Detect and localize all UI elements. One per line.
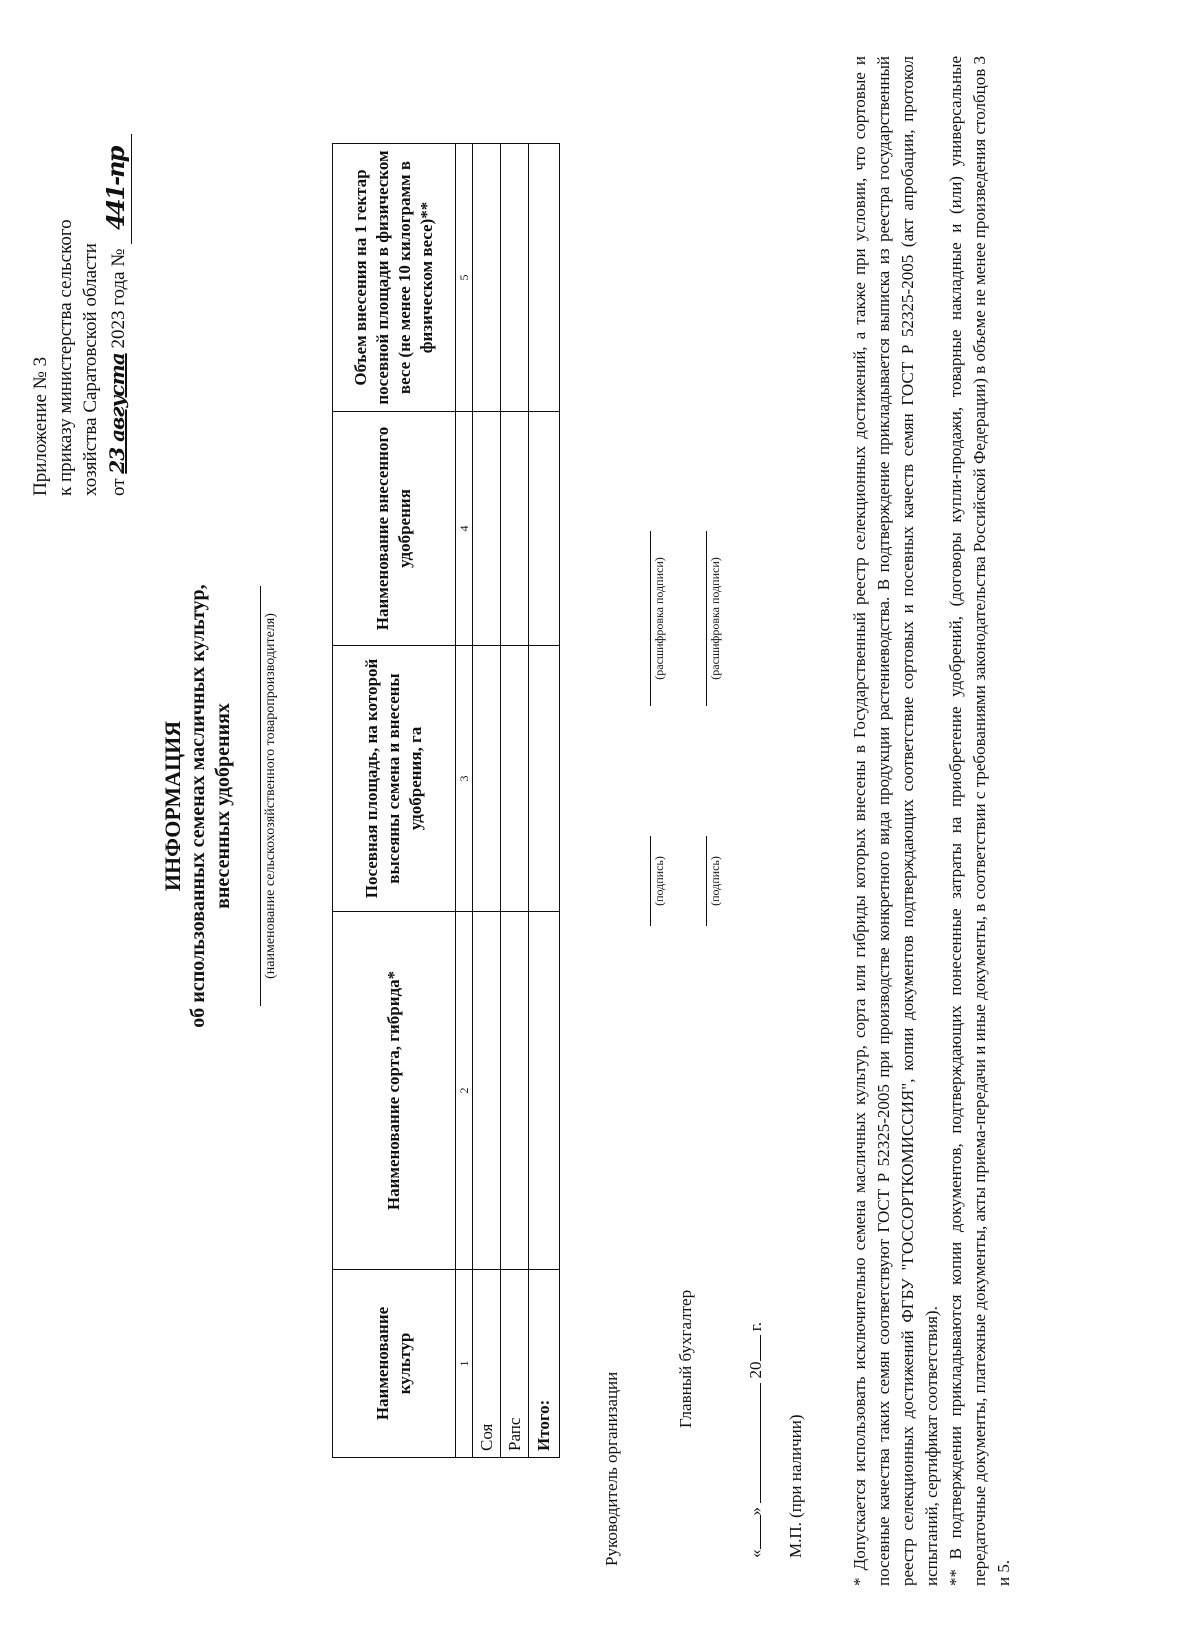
document-title: ИНФОРМАЦИЯ bbox=[160, 720, 185, 892]
order-number-field bbox=[103, 134, 132, 244]
area-cell bbox=[501, 646, 529, 912]
table-row bbox=[473, 144, 501, 1458]
table-row bbox=[501, 144, 529, 1458]
seal-label: М.П. (при наличии) bbox=[786, 1414, 805, 1558]
volume-cell bbox=[473, 144, 501, 412]
header-variety: Наименование сорта, гибрида* bbox=[333, 912, 456, 1270]
variety-cell bbox=[501, 912, 529, 1270]
head-signature-line bbox=[650, 836, 667, 926]
fertilizer-cell bbox=[473, 412, 501, 646]
footnote-2-marker: ** bbox=[946, 1569, 965, 1586]
subtitle-line-2: внесенных удобрениях bbox=[212, 703, 234, 909]
accountant-signature-caption: (подпись) bbox=[708, 856, 722, 906]
footnote-2 bbox=[944, 56, 1016, 1586]
crop-cell: Соя bbox=[473, 1270, 501, 1458]
total-area-cell bbox=[529, 646, 560, 912]
total-variety-cell bbox=[529, 912, 560, 1270]
footnote-2-text: В подтверждении прикладываются копии документов, подтверждающих понесенные затраты на приобретение удобрений, (договоры купли-продажи, товарные накладные и (или) универсальные передаточные документы, платежные документы, акты приема-передачи и иные документы, в соответствии с требованиями законодательства Российской Федерации) в объеме не менее произведения столбцов 3 и 5. bbox=[946, 55, 1013, 1586]
footnotes bbox=[848, 56, 1016, 1586]
date-close-quote: » bbox=[746, 1507, 765, 1516]
head-decoding-caption: (расшифровка подписи) bbox=[652, 557, 666, 680]
year-suffix: г. bbox=[746, 1321, 765, 1332]
head-decoding-line bbox=[650, 531, 667, 706]
handwritten-date: 23 августа bbox=[105, 353, 129, 474]
date-line bbox=[746, 1322, 766, 1558]
accountant-decoding-line bbox=[706, 531, 723, 706]
head-signature-caption: (подпись) bbox=[652, 856, 666, 906]
accountant-decoding-caption: (расшифровка подписи) bbox=[708, 557, 722, 680]
column-number: 4 bbox=[456, 412, 473, 646]
header-volume: Объем внесения на 1 гектар посевной площади в физическом весе (не менее 10 килограмм в физическом весе)** bbox=[333, 144, 456, 412]
appendix-ministry-line: хозяйства Саратовской области bbox=[80, 243, 101, 496]
head-label: Руководитель организации bbox=[602, 1371, 621, 1566]
area-cell bbox=[473, 646, 501, 912]
subtitle-line-1: об использованных семенах масличных культур, bbox=[187, 584, 209, 1028]
year-text: 2023 года № bbox=[108, 248, 129, 349]
footnote-1 bbox=[848, 56, 944, 1586]
producer-caption: (наименование сельскохозяйственного товаропроизводителя) bbox=[263, 613, 278, 979]
date-prefix: от bbox=[108, 478, 129, 496]
column-number: 5 bbox=[456, 144, 473, 412]
year-prefix: 20 bbox=[746, 1361, 765, 1379]
total-fertilizer-cell bbox=[529, 412, 560, 646]
volume-cell bbox=[501, 144, 529, 412]
header-crop: Наименование культур bbox=[333, 1270, 456, 1458]
date-open-quote: « bbox=[746, 1549, 765, 1558]
appendix-order-line: к приказу министерства сельского bbox=[55, 219, 76, 496]
info-table bbox=[332, 143, 560, 1458]
column-number: 2 bbox=[456, 912, 473, 1270]
table-header-row bbox=[333, 144, 456, 1458]
producer-name-field bbox=[260, 586, 279, 1006]
fertilizer-cell bbox=[501, 412, 529, 646]
total-row bbox=[529, 144, 560, 1458]
crop-cell: Рапс bbox=[501, 1270, 529, 1458]
column-number-row bbox=[456, 144, 473, 1458]
info-table-wrapper bbox=[332, 143, 560, 1458]
accountant-label: Главный бухгалтер bbox=[676, 1289, 695, 1428]
header-fertilizer: Наименование внесенного удобрения bbox=[333, 412, 456, 646]
accountant-signature-line bbox=[706, 836, 723, 926]
header-area: Посевная площадь, на которой высеяны семена и внесены удобрения, га bbox=[333, 646, 456, 912]
title-block bbox=[160, 396, 236, 1216]
column-number: 1 bbox=[456, 1270, 473, 1458]
column-number: 3 bbox=[456, 646, 473, 912]
total-volume-cell bbox=[529, 144, 560, 412]
footnote-1-text: Допускается использовать исключительно семена масличных культур, сорта или гибриды которых внесены в Государственный реестр селекционных достижений, а также при условии, что сортовые и посевные качества таких семян соответствуют ГОСТ Р 52325-2005 при производстве конкретного вида продукции растениеводства. В подтверждение прикладывается выписка из реестра государственный реестр селекционных достижений ФГБУ "ГОССОРТКОМИССИЯ", копии документов подтверждающих соответствие сортовых и посевных качеств семян ГОСТ Р 52325-2005 (акт апробации, протокол испытаний, сертификат соответствия). bbox=[850, 55, 941, 1586]
appendix-block bbox=[28, 56, 132, 496]
appendix-date-line bbox=[103, 56, 132, 496]
appendix-number: Приложение № 3 bbox=[30, 356, 51, 496]
document-subtitle bbox=[186, 396, 236, 1216]
footnote-1-marker: * bbox=[850, 1577, 869, 1586]
handwritten-order-number: 441-пр bbox=[101, 147, 130, 230]
variety-cell bbox=[473, 912, 501, 1270]
total-label: Итого: bbox=[529, 1270, 560, 1458]
